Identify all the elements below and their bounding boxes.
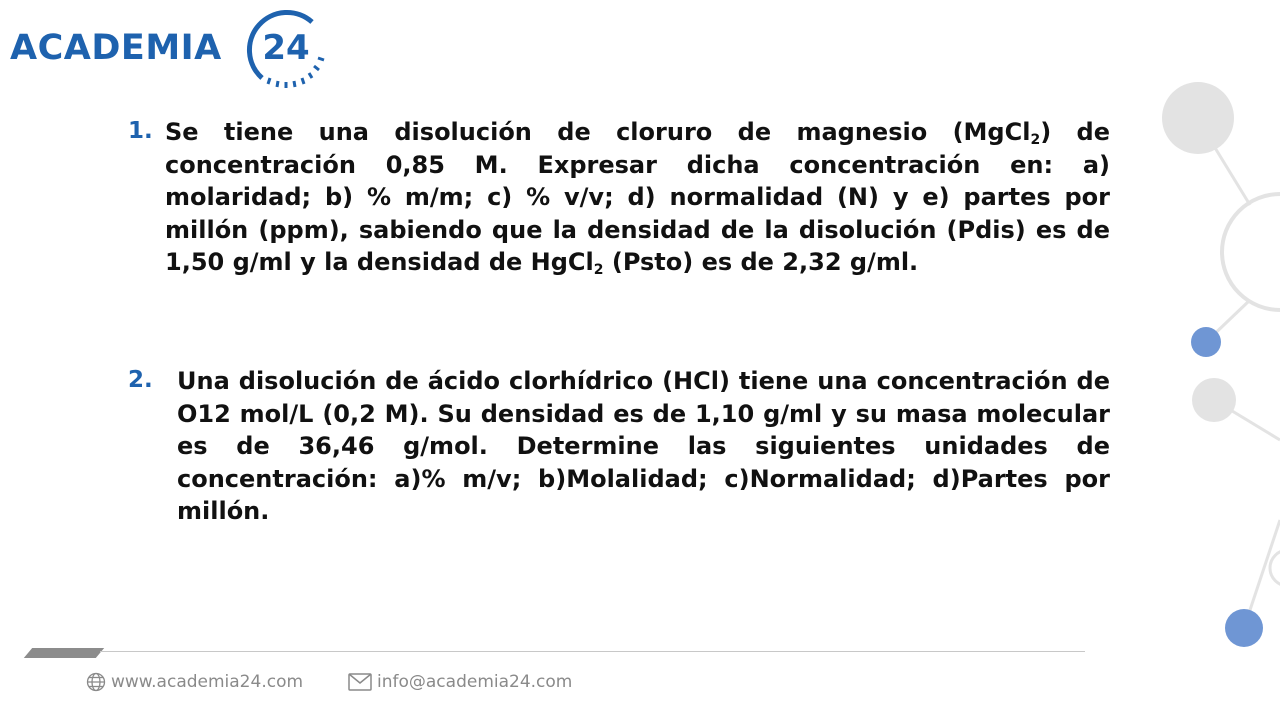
footer-accent-bar — [24, 648, 104, 658]
logo-badge-number: 24 — [262, 28, 310, 68]
problem-2-text: Una disolución de ácido clorhídrico (HCl) tiene una concentración de O12 mol/L (0,2 M). Su densidad es de 1,10 g/ml y su masa molecular es de 36,46 g/mol. Determine las siguientes unidades de concentración: a)% m/v; b)Molalidad; c)Normalidad; d)Partes por millón. — [177, 367, 1110, 525]
problem-1-text-part: (Psto) es de 2,32 g/ml. — [603, 248, 919, 276]
website-link[interactable]: www.academia24.com — [111, 672, 304, 692]
footer-website[interactable] — [86, 668, 303, 696]
problem-1-text-part: ) de concentración 0,85 M. Expresar dicha concentración en: a) molaridad; b) % m/m; c) % v/v; d) normalidad (N) y e) partes por millón (ppm), sabiendo que la densidad de la disolución (Pdis) es de 1,50 g/ml y la densidad de HgCl — [165, 118, 1110, 276]
molecule-decoration-icon — [1140, 60, 1280, 660]
problem-1-text — [165, 116, 1110, 279]
academia24-logo — [10, 6, 330, 88]
globe-icon — [86, 672, 106, 692]
logo-badge — [240, 6, 330, 88]
problem-1-number: 1. — [128, 118, 153, 144]
email-link[interactable]: info@academia24.com — [377, 672, 573, 692]
envelope-icon — [348, 673, 372, 691]
footer-email[interactable] — [348, 668, 572, 696]
logo-text: ACADEMIA — [10, 28, 222, 68]
problem-2-number: 2. — [128, 367, 153, 393]
subscript: 2 — [1030, 132, 1041, 148]
subscript: 2 — [593, 262, 604, 278]
problem-1-text-part: Se tiene una disolución de cloruro de magnesio (MgCl — [165, 118, 1031, 146]
footer-divider — [100, 651, 1085, 652]
